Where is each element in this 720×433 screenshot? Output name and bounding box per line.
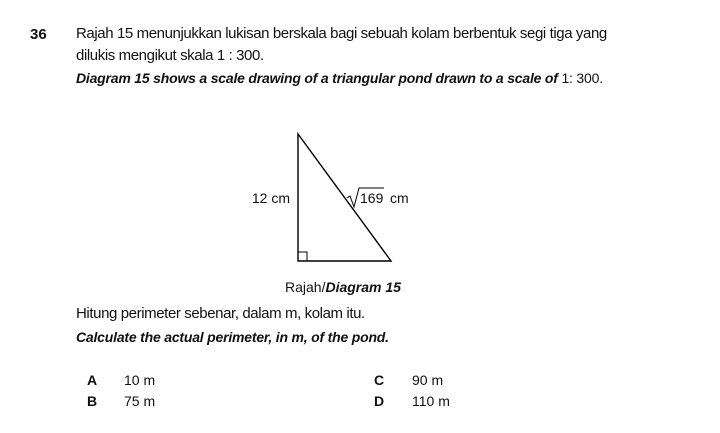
question-text-english bbox=[76, 70, 603, 86]
vertical-side-label: 12 cm bbox=[251, 190, 290, 206]
right-angle-marker bbox=[298, 252, 307, 261]
caption-english: Diagram 15 bbox=[325, 279, 401, 295]
caption-malay: Rajah/ bbox=[285, 279, 326, 295]
option-b-letter[interactable]: B bbox=[87, 393, 98, 409]
option-a-letter[interactable]: A bbox=[87, 372, 98, 388]
english-scale: 1: 300. bbox=[561, 70, 603, 86]
triangle-diagram bbox=[240, 125, 440, 275]
prompt-malay: Hitung perimeter sebenar, dalam m, kolam itu. bbox=[76, 305, 365, 322]
hypotenuse-label bbox=[347, 188, 409, 207]
diagram-caption bbox=[285, 279, 401, 295]
option-b-value[interactable]: 75 m bbox=[124, 393, 156, 409]
option-a-value[interactable]: 10 m bbox=[124, 372, 156, 388]
option-d-value[interactable]: 110 m bbox=[412, 393, 450, 409]
prompt-english: Calculate the actual perimeter, in m, of the pond. bbox=[76, 329, 389, 345]
english-text: Diagram 15 shows a scale drawing of a triangular pond drawn to a scale of bbox=[76, 70, 558, 86]
hypotenuse-unit: cm bbox=[390, 190, 409, 206]
option-d-letter[interactable]: D bbox=[374, 393, 385, 409]
question-text-malay-line1: Rajah 15 menunjukkan lukisan berskala bagi sebuah kolam berbentuk segi tiga yang bbox=[76, 25, 607, 42]
hypotenuse-radicand: 169 bbox=[360, 190, 384, 206]
option-c-value[interactable]: 90 m bbox=[412, 372, 444, 388]
question-number: 36 bbox=[30, 26, 47, 43]
option-c-letter[interactable]: C bbox=[374, 372, 385, 388]
question-text-malay-line2: dilukis mengikut skala 1 : 300. bbox=[76, 47, 264, 64]
